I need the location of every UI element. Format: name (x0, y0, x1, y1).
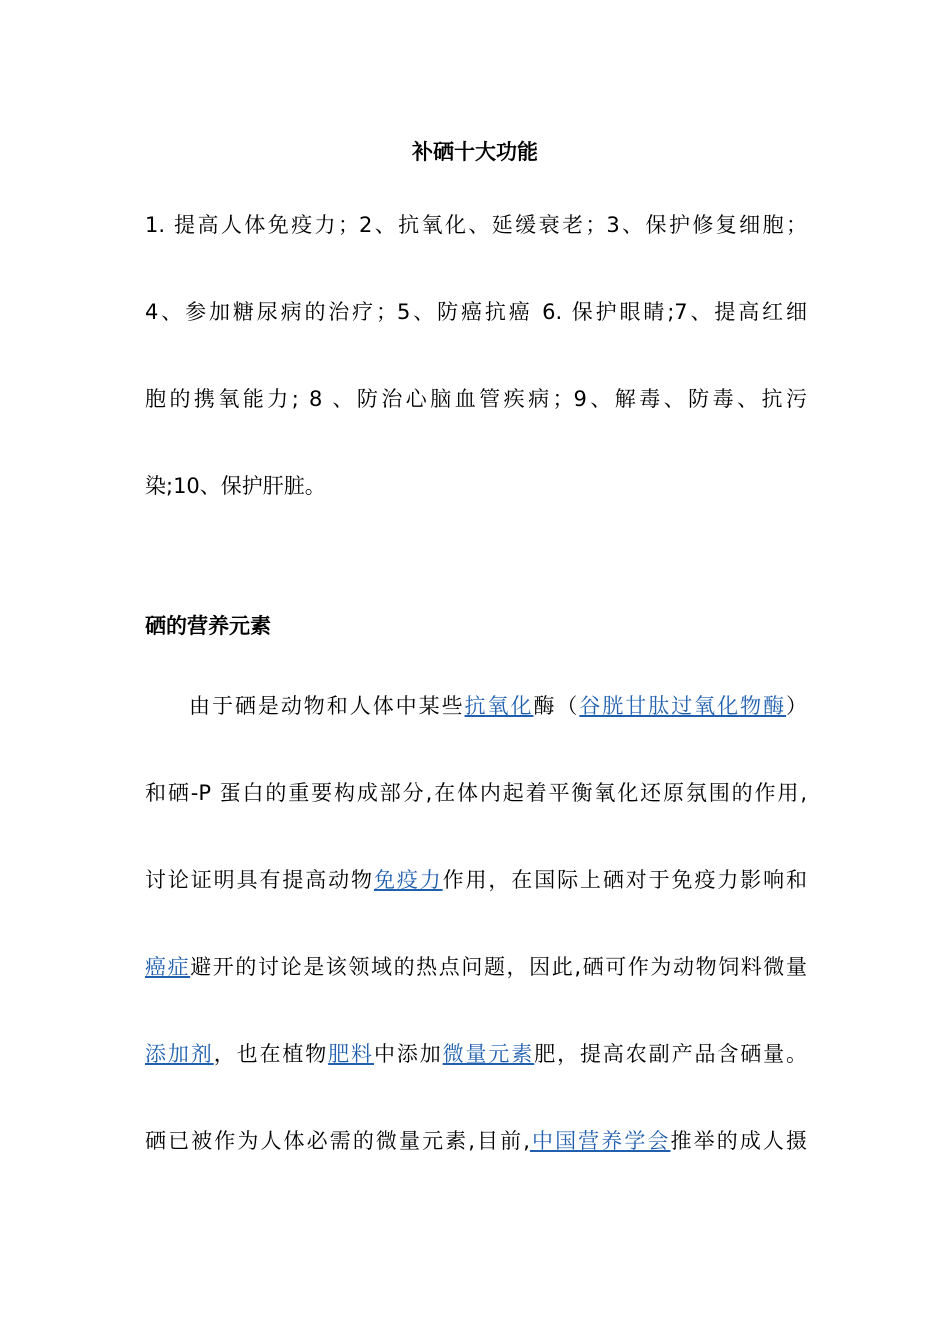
paragraph-text: ） (786, 694, 808, 718)
document-title: 补硒十大功能 (412, 140, 538, 164)
paragraph-text: 中添加 (373, 1042, 443, 1066)
link-cancer[interactable]: 癌症 (145, 955, 191, 979)
functions-line-4: 染;10、保护肝脏。 (145, 474, 326, 498)
link-chinese-nutrition-society[interactable]: 中国营养学会 (529, 1129, 671, 1153)
link-additive[interactable]: 添加剂 (145, 1042, 214, 1066)
link-fertilizer[interactable]: 肥料 (328, 1042, 374, 1066)
paragraph-text: 讨论证明具有提高动物 (145, 868, 374, 892)
link-immunity[interactable]: 免疫力 (373, 868, 443, 892)
link-trace-elements[interactable]: 微量元素 (442, 1042, 535, 1066)
paragraph-text: 由于硒是动物和人体中某些 (189, 694, 465, 718)
section-heading: 硒的营养元素 (145, 614, 271, 638)
paragraph-text: 推举的成人摄 (670, 1129, 808, 1153)
paragraph-line-6 (145, 1125, 807, 1157)
link-glutathione-peroxidase[interactable]: 谷胱甘肽过氧化物酶 (579, 694, 787, 718)
functions-line-3: 胞的携氧能力; 8 、防治心脑血管疾病；9、解毒、防毒、抗污 (145, 387, 807, 411)
paragraph-text: 作用，在国际上硒对于免疫力影响和 (442, 868, 808, 892)
paragraph-line-1 (189, 690, 807, 722)
paragraph-line-5 (145, 1038, 807, 1070)
paragraph-text: 酶（ (533, 694, 580, 718)
paragraph-line-2: 和硒-P 蛋白的重要构成部分,在体内起着平衡氧化还原氛围的作用, (145, 781, 807, 805)
functions-line-2: 4、参加糖尿病的治疗；5、防癌抗癌 6. 保护眼睛;7、提高红细 (145, 300, 807, 324)
link-antioxidant[interactable]: 抗氧化 (464, 694, 534, 718)
paragraph-text: ，也在植物 (213, 1042, 329, 1066)
functions-line-1: 1. 提高人体免疫力；2、抗氧化、延缓衰老；3、保护修复细胞； (145, 213, 807, 237)
paragraph-text: 硒已被作为人体必需的微量元素,目前, (145, 1129, 530, 1153)
paragraph-line-3 (145, 864, 807, 896)
paragraph-text: 肥，提高农副产品含硒量。 (534, 1042, 808, 1066)
paragraph-line-4 (145, 951, 807, 983)
paragraph-text: 避开的讨论是该领域的热点问题，因此,硒可作为动物饲料微量 (190, 955, 807, 979)
